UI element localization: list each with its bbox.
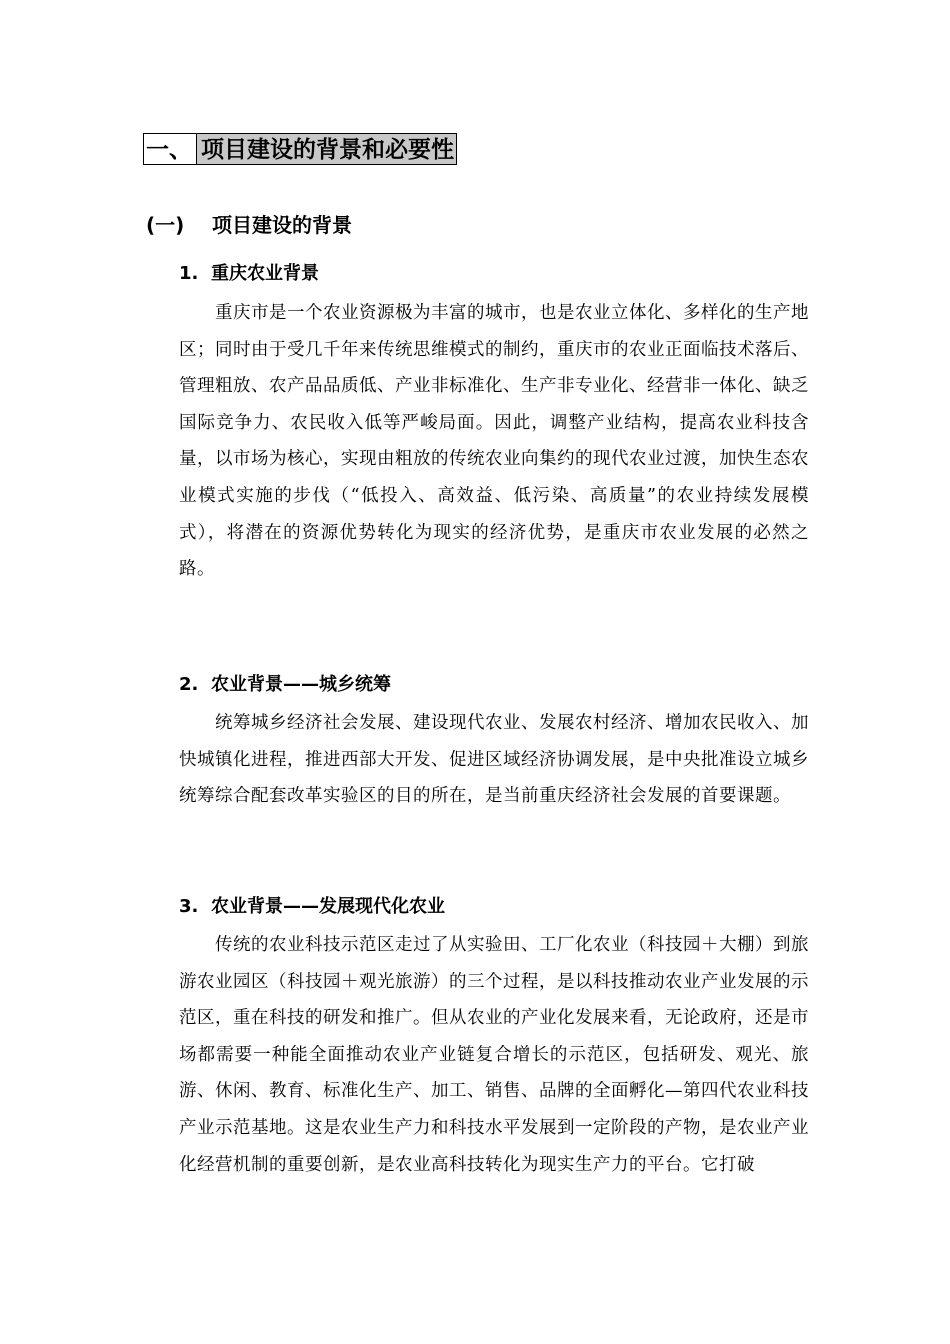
section-2-title: 农业背景——城乡统筹 — [211, 674, 391, 695]
heading-level-2 — [146, 210, 352, 240]
section-2-paragraph: 统筹城乡经济社会发展、建设现代农业、发展农村经济、增加农民收入、加快城镇化进程，推进西部大开发、促进区域经济协调发展，是中央批准设立城乡统筹综合配套改革实验区的目的所在，是当前重庆经济社会发展的首要课题。 — [179, 713, 809, 807]
section-1-heading — [179, 260, 319, 288]
section-3-heading — [179, 893, 445, 921]
section-1-title: 重庆农业背景 — [211, 263, 319, 284]
section-3-number: 3. — [179, 896, 199, 917]
section-2-heading — [179, 671, 391, 699]
heading-2-title: 项目建设的背景 — [212, 213, 352, 237]
section-3-paragraph: 传统的农业科技示范区走过了从实验田、工厂化农业（科技园＋大棚）到旅游农业园区（科技园＋观光旅游）的三个过程，是以科技推动农业产业发展的示范区，重在科技的研发和推广。但从农业的产业化发展来看，无论政府，还是市场都需要一种能全面推动农业产业链复合增长的示范区，包括研发、观光、旅游、休闲、教育、标准化生产、加工、销售、品牌的全面孵化—第四代农业科技产业示范基地。这是农业生产力和科技水平发展到一定阶段的产物，是农业产业化经营机制的重要创新，是农业高科技转化为现实生产力的平台。它打破 — [179, 935, 809, 1175]
heading-2-number: (一) — [146, 213, 185, 237]
heading-level-1 — [143, 133, 457, 165]
section-1-paragraph: 重庆市是一个农业资源极为丰富的城市，也是农业立体化、多样化的生产地区；同时由于受几千年来传统思维模式的制约，重庆市的农业正面临技术落后、管理粗放、农产品品质低、产业非标准化、生产非专业化、经营非一体化、缺乏国际竞争力、农民收入低等严峻局面。因此，调整产业结构，提高农业科技含量，以市场为核心，实现由粗放的传统农业向集约的现代农业过渡，加快生态农业模式实施的步伐（“低投入、高效益、低污染、高质量”的农业持续发展模式），将潜在的资源优势转化为现实的经济优势，是重庆市农业发展的必然之路。 — [179, 303, 809, 580]
heading-1-title: 项目建设的背景和必要性 — [197, 133, 457, 165]
heading-1-number: 一、 — [143, 133, 197, 165]
section-3-title: 农业背景——发展现代化农业 — [211, 896, 445, 917]
section-1-number: 1. — [179, 263, 199, 284]
section-2-number: 2. — [179, 674, 199, 695]
